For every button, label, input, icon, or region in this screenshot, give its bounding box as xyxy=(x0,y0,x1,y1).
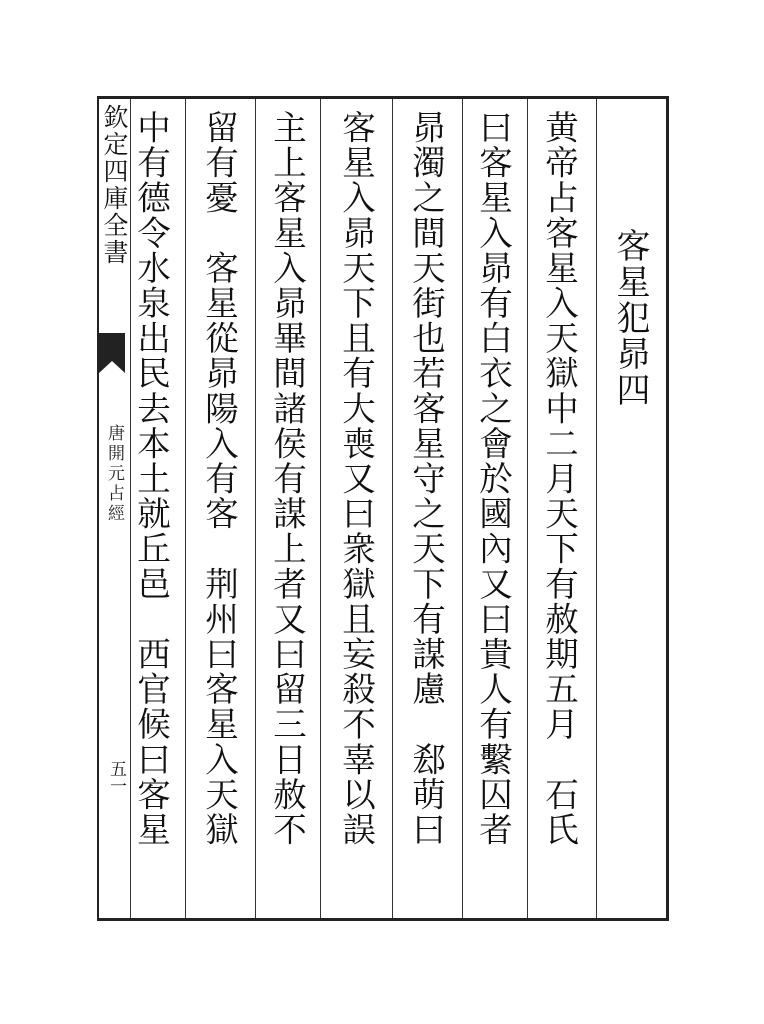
column-rule xyxy=(320,99,321,918)
frame-right-border xyxy=(666,96,669,921)
section-title: 客星犯昴四 xyxy=(610,228,650,408)
text-column-6: 留有憂 客星從昴陽入有客 荆州曰客星入天獄 xyxy=(199,110,239,848)
frame-top-border xyxy=(97,96,669,99)
frame-bottom-border xyxy=(97,918,669,921)
frame-left-border xyxy=(97,96,99,921)
text-column-1: 黄帝占客星入天獄中二月天下有赦期五月 石氏 xyxy=(539,110,579,848)
column-rule xyxy=(392,99,393,918)
column-rule xyxy=(130,99,131,918)
page-number: 五一 xyxy=(106,760,126,794)
book-title: 唐開元占經 xyxy=(104,424,124,524)
column-rule xyxy=(185,99,186,918)
column-rule xyxy=(255,99,256,918)
text-column-3: 昴濁之間天街也若客星守之天下有謀慮 郄萌曰 xyxy=(406,110,446,848)
text-column-4: 客星入昴天下且有大喪又曰衆獄且妄殺不辜以誤 xyxy=(336,110,376,848)
text-column-2: 曰客星入昴有白衣之會於國內又曰貴人有繫囚者 xyxy=(473,110,513,848)
column-rule xyxy=(596,99,597,918)
text-column-7: 中有德令水泉出民去本土就丘邑 西官候曰客星 xyxy=(131,110,171,848)
collection-title: 欽定四庫全書 xyxy=(100,104,129,266)
text-column-5: 主上客星入昴畢間諸侯有謀上者又曰留三日赦不 xyxy=(267,110,307,848)
column-rule xyxy=(462,99,463,918)
column-rule xyxy=(527,99,528,918)
fishtail-mark-icon xyxy=(99,333,125,373)
